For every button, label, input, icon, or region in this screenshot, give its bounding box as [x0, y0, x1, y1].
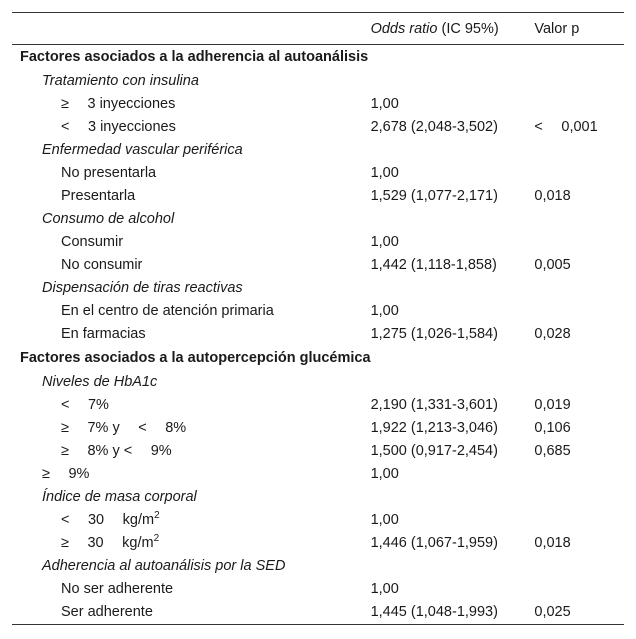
- row-label: [12, 440, 371, 463]
- row-p-value: [534, 139, 624, 162]
- table-row: [12, 277, 624, 300]
- row-label-text: Ser adherente: [61, 604, 153, 621]
- row-label-text: ≥ 9%: [42, 466, 90, 482]
- row-p-value: 0,028: [534, 326, 571, 342]
- header-odds-ratio-italic: Odds ratio: [370, 20, 438, 37]
- row-odds-ratio: 1,275 (1,026-1,584): [370, 326, 498, 342]
- row-odds-ratio: [371, 139, 535, 162]
- row-label: [12, 231, 371, 254]
- row-odds-ratio: [371, 371, 535, 394]
- table-row: [12, 254, 624, 277]
- row-label: [12, 601, 371, 625]
- row-label-superscript: 2: [153, 533, 160, 544]
- row-label-text: Consumo de alcohol: [42, 211, 175, 227]
- table-row: [12, 532, 624, 555]
- table-row: [12, 139, 624, 162]
- row-odds-ratio: 1,00: [370, 96, 399, 112]
- row-odds-ratio: 1,446 (1,067-1,959): [370, 535, 498, 551]
- table-row: [12, 463, 624, 486]
- row-p-value: [534, 555, 624, 578]
- row-label: [12, 162, 371, 185]
- row-label-text: Adherencia al autoanálisis por la SED: [42, 558, 286, 574]
- table-row: [12, 486, 624, 509]
- row-odds-ratio: [371, 555, 535, 578]
- row-odds-ratio: 1,445 (1,048-1,993): [370, 604, 498, 621]
- row-label-text: ≥ 30 kg/m: [61, 535, 154, 551]
- table-row: [12, 116, 624, 139]
- row-odds-ratio: 1,00: [370, 234, 399, 250]
- row-label: [12, 45, 371, 70]
- table-row: [12, 417, 624, 440]
- row-p-value: [534, 45, 624, 70]
- row-p-value: [534, 371, 624, 394]
- row-label-text: Tratamiento con insulina: [42, 73, 199, 89]
- row-label: [12, 555, 371, 578]
- row-label: [12, 70, 371, 93]
- row-label: [12, 417, 371, 440]
- table-row: [12, 323, 624, 346]
- row-p-value: 0,106: [534, 420, 571, 436]
- row-label: [12, 578, 371, 601]
- row-odds-ratio: [371, 346, 535, 371]
- row-odds-ratio: 1,500 (0,917-2,454): [370, 443, 498, 459]
- row-p-value: [534, 463, 624, 486]
- row-label: [12, 323, 371, 346]
- row-odds-ratio: 1,442 (1,118-1,858): [370, 257, 497, 273]
- row-p-value: 0,005: [534, 257, 571, 273]
- row-label: [12, 300, 371, 323]
- header-odds-ratio-ci: (IC 95%): [437, 20, 499, 37]
- row-p-value: 0,019: [534, 397, 571, 413]
- row-p-value: 0,018: [534, 188, 571, 204]
- row-label: [12, 463, 371, 486]
- row-p-value: [534, 208, 624, 231]
- header-factor: [12, 13, 371, 45]
- row-label: [12, 371, 371, 394]
- row-p-value: [534, 231, 624, 254]
- row-odds-ratio: 1,00: [370, 303, 399, 319]
- row-p-value: [534, 70, 624, 93]
- row-label: [12, 277, 371, 300]
- row-odds-ratio: 1,00: [370, 512, 399, 528]
- table-row: [12, 300, 624, 323]
- header-odds-ratio: [371, 13, 535, 45]
- row-label-text: < 30 kg/m: [61, 512, 155, 528]
- row-p-value: 0,685: [534, 443, 571, 459]
- row-p-value: [534, 486, 624, 509]
- row-odds-ratio: [371, 486, 535, 509]
- table-row: [12, 346, 624, 371]
- row-label-text: ≥ 3 inyecciones: [61, 96, 176, 112]
- header-p-value: Valor p: [534, 20, 580, 37]
- row-label-superscript: 2: [154, 510, 160, 521]
- row-label-text: < 3 inyecciones: [61, 119, 176, 135]
- row-label: [12, 509, 371, 532]
- row-odds-ratio: [371, 208, 535, 231]
- table-row: [12, 162, 624, 185]
- table-body: [12, 45, 624, 625]
- row-label-text: Índice de masa corporal: [42, 489, 197, 505]
- row-label: [12, 532, 371, 555]
- row-label-text: ≥ 7% y < 8%: [61, 420, 187, 436]
- row-odds-ratio: [371, 45, 535, 70]
- row-odds-ratio: 1,00: [370, 581, 399, 597]
- row-p-value: [534, 300, 624, 323]
- table-row: [12, 555, 624, 578]
- row-p-value: [534, 277, 624, 300]
- row-odds-ratio: 1,00: [370, 165, 399, 181]
- row-label: [12, 185, 371, 208]
- row-label-text: Niveles de HbA1c: [42, 374, 158, 390]
- row-label: [12, 93, 371, 116]
- row-p-value: [534, 509, 624, 532]
- table-row: [12, 440, 624, 463]
- row-label: [12, 116, 371, 139]
- row-odds-ratio: 1,529 (1,077-2,171): [370, 188, 498, 204]
- row-label: [12, 208, 371, 231]
- table-row: [12, 185, 624, 208]
- table-row: [12, 509, 624, 532]
- table-row: [12, 394, 624, 417]
- row-label-text: Enfermedad vascular periférica: [42, 142, 243, 158]
- table-row: [12, 70, 624, 93]
- row-label: [12, 346, 371, 371]
- table-header-row: [12, 13, 624, 45]
- results-table: [12, 12, 624, 625]
- table-row: [12, 231, 624, 254]
- row-label-text: Consumir: [61, 234, 124, 250]
- row-label-text: ≥ 8% y < 9%: [61, 443, 172, 459]
- row-label-text: Factores asociados a la autopercepción glucémica: [20, 350, 371, 366]
- row-p-value: [534, 578, 624, 601]
- row-label: [12, 139, 371, 162]
- table-row: [12, 601, 624, 625]
- row-label: [12, 486, 371, 509]
- row-label-text: En farmacias: [61, 326, 146, 342]
- table-row: [12, 45, 624, 70]
- row-p-value: 0,025: [534, 604, 571, 621]
- row-label-text: Factores asociados a la adherencia al autoanálisis: [20, 49, 369, 66]
- row-odds-ratio: 2,190 (1,331-3,601): [370, 397, 498, 413]
- row-odds-ratio: [371, 70, 535, 93]
- row-p-value: [534, 93, 624, 116]
- row-label-text: No ser adherente: [61, 581, 174, 597]
- row-p-value: 0,018: [534, 535, 571, 551]
- row-label-text: Dispensación de tiras reactivas: [42, 280, 243, 296]
- row-p-value: < 0,001: [534, 119, 598, 135]
- row-label-text: No consumir: [61, 257, 143, 273]
- table-row: [12, 208, 624, 231]
- row-label-text: < 7%: [61, 397, 109, 413]
- row-p-value: [534, 346, 624, 371]
- row-odds-ratio: 2,678 (2,048-3,502): [370, 119, 498, 135]
- row-odds-ratio: 1,00: [370, 466, 399, 482]
- table-row: [12, 578, 624, 601]
- row-odds-ratio: [371, 277, 535, 300]
- table-row: [12, 93, 624, 116]
- row-label: [12, 394, 371, 417]
- row-label-text: Presentarla: [61, 188, 136, 204]
- row-label-text: No presentarla: [61, 165, 157, 181]
- table-row: [12, 371, 624, 394]
- row-odds-ratio: 1,922 (1,213-3,046): [370, 420, 498, 436]
- row-label: [12, 254, 371, 277]
- row-p-value: [534, 162, 624, 185]
- row-label-text: En el centro de atención primaria: [61, 303, 274, 319]
